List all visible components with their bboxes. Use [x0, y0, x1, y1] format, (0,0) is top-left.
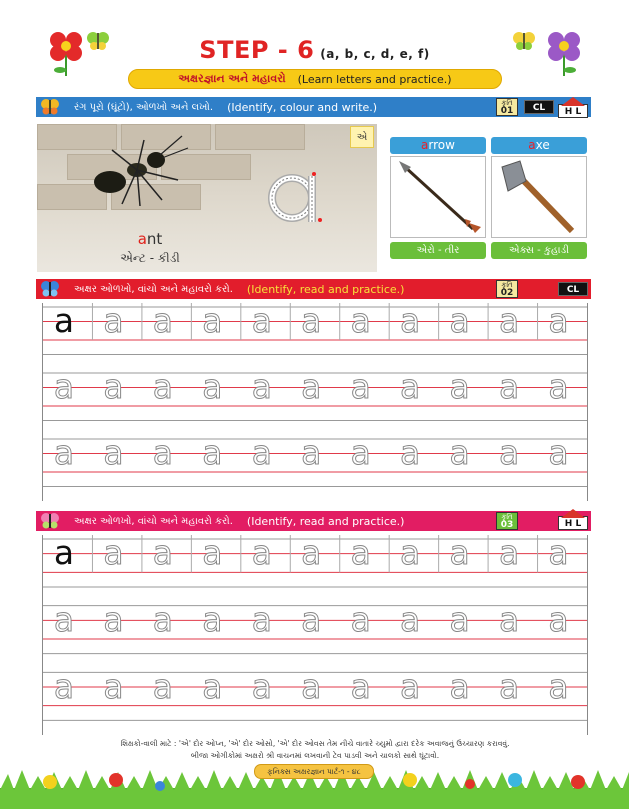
trace-letter[interactable]: a [548, 433, 569, 473]
trace-letter[interactable]: a [202, 433, 223, 473]
trace-letter[interactable]: a [548, 666, 569, 706]
trace-letter[interactable]: a [301, 533, 322, 573]
section3-hl-tag: H L [558, 516, 588, 530]
trace-letter[interactable]: a [251, 533, 272, 573]
trace-letter[interactable]: a [400, 600, 421, 639]
section2-writing-grid[interactable] [42, 303, 588, 501]
page-footer-label: ફનિક્સ અક્ષરજ્ઞાન પાર્ટ-૧ - ૪૮ [254, 764, 374, 779]
model-letter: a [53, 533, 75, 573]
axe-picture [491, 156, 587, 238]
trace-letter[interactable]: a [152, 600, 174, 639]
trace-letter[interactable]: a [498, 533, 520, 573]
section1-hl-tag: H L [558, 104, 588, 118]
trace-letter[interactable]: a [400, 301, 421, 341]
badge-number: 02 [500, 288, 514, 298]
trace-letter[interactable]: a [251, 301, 272, 341]
trace-letter[interactable]: a [103, 600, 124, 639]
trace-letter[interactable]: a [202, 301, 223, 341]
trace-letter[interactable]: a [152, 666, 174, 706]
trace-letter[interactable]: a [548, 600, 569, 639]
trace-letter[interactable]: a [202, 600, 223, 639]
trace-letter[interactable]: a [449, 301, 470, 341]
trace-letter[interactable]: a [103, 301, 124, 341]
section1-instruction-gu: રંગ પૂરો (ઘૂંટો), ઓળખો અને લખો. [74, 101, 214, 113]
section2-cl-tag: CL [558, 282, 588, 296]
arrow-first-letter: a [421, 138, 429, 152]
section2-instruction-en: (Identify, read and practice.) [246, 282, 405, 296]
ant-word [90, 230, 210, 248]
arrow-picture [390, 156, 486, 238]
step-subtitle: (a, b, c, d, e, f) [320, 47, 430, 61]
trace-letter[interactable]: a [498, 433, 520, 473]
step-title [0, 36, 629, 64]
trace-letter[interactable]: a [251, 600, 272, 639]
badge-label: કૃતિ [501, 513, 513, 521]
ant-gujarati: એન્ટ - કીડી [120, 251, 180, 265]
trace-letter[interactable]: a [301, 367, 322, 407]
trace-letter[interactable]: a [301, 600, 322, 639]
arrow-icon [391, 157, 485, 237]
butterfly-icon [40, 512, 60, 530]
trace-letter[interactable]: a [53, 433, 75, 473]
badge-number: 01 [500, 106, 514, 116]
section3-badge [496, 512, 518, 530]
lesson-banner [128, 69, 502, 89]
arrow-caption: એરો - તીર [390, 242, 486, 259]
trace-letter[interactable]: a [251, 367, 272, 407]
section1-badge [496, 98, 518, 116]
gujarati-letter-box: એ [350, 126, 374, 148]
trace-letter[interactable]: a [350, 301, 371, 341]
teacher-note-line2: બીજા ઓગીકોમાં અક્ષરો શ્રી વાચનમાં લખવાની ટેવ પાડવી અને ચાલકો સાથે ઘૂંટાવો. [190, 751, 440, 760]
trace-letter[interactable]: a [548, 301, 569, 341]
trace-letter[interactable]: a [202, 367, 223, 407]
step-title-main: STEP - 6 [199, 36, 315, 64]
trace-letter[interactable]: a [498, 600, 520, 639]
trace-letter[interactable]: a [152, 433, 174, 473]
axe-caption: એક્સ - કુહાડી [491, 242, 587, 259]
trace-letter[interactable]: a [498, 367, 520, 407]
trace-letter[interactable]: a [498, 666, 520, 706]
axe-first-letter: a [528, 138, 536, 152]
trace-letter[interactable]: a [498, 301, 520, 341]
section2-instruction-gu: અક્ષર ઓળખો, વાંચો અને મહાવરો કરો. [74, 283, 233, 295]
trace-letter[interactable]: a [350, 433, 371, 473]
trace-letter[interactable]: a [449, 433, 470, 473]
trace-letter[interactable]: a [548, 367, 569, 407]
trace-letter[interactable]: a [350, 666, 371, 706]
trace-letter[interactable]: a [548, 533, 569, 573]
trace-letter[interactable]: a [400, 433, 421, 473]
trace-letter[interactable]: a [350, 600, 371, 639]
trace-letter[interactable]: a [251, 666, 272, 706]
trace-letter[interactable]: a [53, 600, 75, 639]
trace-letter[interactable]: a [301, 433, 322, 473]
ant-first-letter: a [137, 230, 147, 248]
model-letter: a [53, 301, 75, 341]
trace-letter[interactable]: a [103, 433, 124, 473]
trace-letter[interactable]: a [103, 367, 124, 407]
axe-rest-letters: xe [535, 138, 550, 152]
section3-instruction-en: (Identify, read and practice.) [246, 514, 405, 528]
badge-label: કૃતિ [501, 99, 513, 107]
trace-letter[interactable]: a [449, 367, 470, 407]
axe-word-tab [491, 137, 587, 154]
trace-letter[interactable]: a [152, 367, 174, 407]
arrow-word-tab [390, 137, 486, 154]
house-icon [560, 96, 586, 106]
trace-letter[interactable]: a [202, 533, 223, 573]
trace-letter[interactable]: a [350, 533, 371, 573]
trace-letter-a[interactable] [262, 168, 332, 230]
teacher-note-line1: શિક્ષકો-વાલી માટે : 'એ' દોર ઓપ્ન, 'એ' દોર ઓસો, 'એ' દોર ઓવસ તેમ નીચે વાતારે ચ્યુમો દ્વારા દરેક અવાજનું ઉચ્ચારણ કરાવવું. [120, 739, 510, 748]
trace-letter[interactable]: a [400, 533, 421, 573]
trace-letter[interactable]: a [449, 533, 470, 573]
trace-letter[interactable]: a [449, 666, 470, 706]
house-icon [560, 508, 586, 518]
trace-letter[interactable]: a [202, 666, 223, 706]
ant-rest-letters: nt [146, 230, 163, 248]
trace-letter[interactable]: a [251, 433, 272, 473]
trace-letter[interactable]: a [400, 367, 421, 407]
trace-letter[interactable]: a [152, 533, 174, 573]
badge-number: 03 [500, 520, 514, 530]
section3-writing-grid[interactable] [42, 535, 588, 735]
trace-letter[interactable]: a [449, 600, 470, 639]
trace-letter[interactable]: a [103, 533, 124, 573]
trace-letter[interactable]: a [400, 666, 421, 706]
badge-label: કૃતિ [501, 281, 513, 289]
axe-icon [492, 157, 586, 237]
trace-letter[interactable]: a [301, 301, 322, 341]
trace-letter[interactable]: a [53, 367, 75, 407]
section2-badge [496, 280, 518, 298]
butterfly-icon [40, 98, 60, 116]
trace-letter[interactable]: a [152, 301, 174, 341]
section1-cl-tag: CL [524, 100, 554, 114]
trace-letter[interactable]: a [350, 367, 371, 407]
trace-letter[interactable]: a [103, 666, 124, 706]
section1-instruction-en: (Identify, colour and write.) [227, 100, 378, 114]
banner-gujarati: અક્ષરજ્ઞાન અને મહાવરો [178, 72, 286, 85]
trace-letter[interactable]: a [53, 666, 75, 706]
arrow-rest-letters: rrow [428, 138, 455, 152]
butterfly-icon [40, 280, 60, 298]
trace-letter[interactable]: a [301, 666, 322, 706]
ant-icon [82, 130, 192, 210]
section3-instruction-gu: અક્ષર ઓળખો, વાંચો અને મહાવરો કરો. [74, 515, 233, 527]
banner-english: (Learn letters and practice.) [297, 72, 452, 86]
